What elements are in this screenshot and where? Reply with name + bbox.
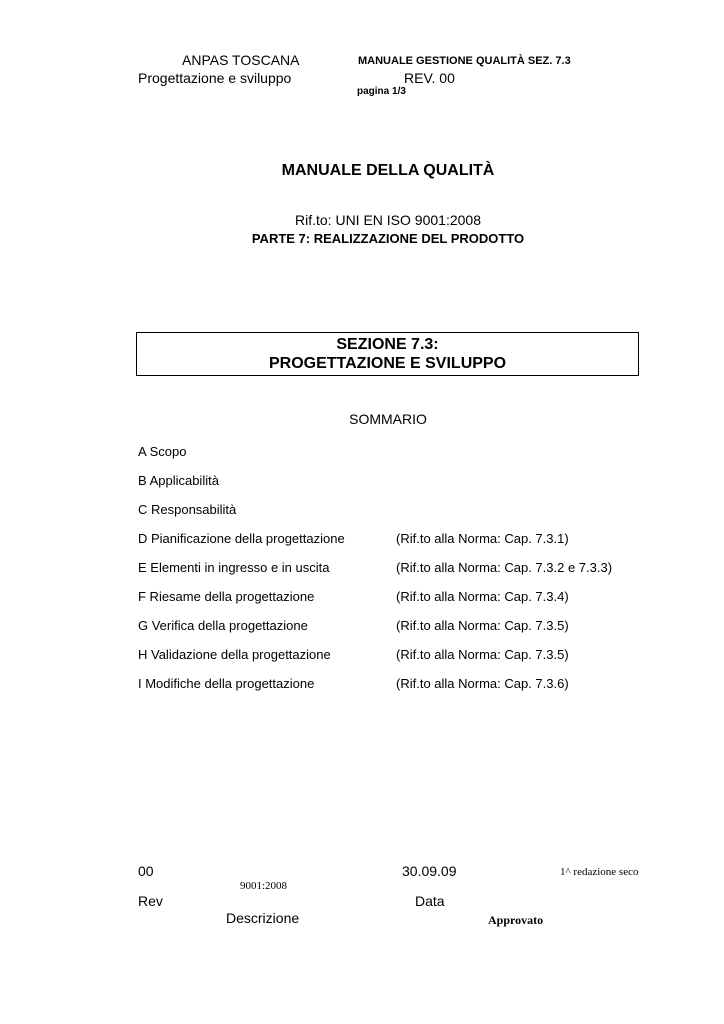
summary-item-label: H Validazione della progettazione bbox=[138, 647, 331, 662]
footer-rev-label: Rev bbox=[138, 893, 163, 909]
summary-item-ref: (Rif.to alla Norma: Cap. 7.3.6) bbox=[396, 676, 569, 691]
summary-item-ref: (Rif.to alla Norma: Cap. 7.3.5) bbox=[396, 647, 569, 662]
header-manual-ref: MANUALE GESTIONE QUALITÀ SEZ. 7.3 bbox=[358, 55, 571, 67]
summary-item bbox=[138, 444, 698, 462]
summary-item bbox=[138, 676, 698, 694]
summary-item bbox=[138, 560, 698, 578]
header-org: ANPAS TOSCANA bbox=[182, 52, 300, 68]
summary-item bbox=[138, 531, 698, 549]
summary-item bbox=[138, 502, 698, 520]
footer-date-label: Data bbox=[415, 893, 445, 909]
footer-description-value: 9001:2008 bbox=[240, 880, 288, 892]
summary-item-label: D Pianificazione della progettazione bbox=[138, 531, 345, 546]
summary-item-label: I Modifiche della progettazione bbox=[138, 676, 315, 691]
norm-reference: Rif.to: UNI EN ISO 9001:2008 bbox=[295, 212, 481, 228]
summary-item-label: F Riesame della progettazione bbox=[138, 589, 315, 604]
header-page-number: pagina 1/3 bbox=[357, 86, 406, 97]
summary-item bbox=[138, 647, 698, 665]
summary-item-ref: (Rif.to alla Norma: Cap. 7.3.4) bbox=[396, 589, 569, 604]
section-number: SEZIONE 7.3: bbox=[336, 336, 439, 353]
footer-approved-label: Approvato bbox=[488, 913, 544, 927]
summary-item-label: A Scopo bbox=[138, 444, 187, 459]
summary-item-label: C Responsabilità bbox=[138, 502, 237, 517]
summary-item bbox=[138, 473, 698, 491]
footer-description-label: Descrizione bbox=[226, 910, 300, 926]
summary-item-label: E Elementi in ingresso e in uscita bbox=[138, 560, 330, 575]
footer-rev-value: 00 bbox=[138, 863, 154, 879]
document-title: MANUALE DELLA QUALITÀ bbox=[281, 162, 495, 179]
part-reference: PARTE 7: REALIZZAZIONE DEL PRODOTTO bbox=[251, 231, 525, 246]
summary-title: SOMMARIO bbox=[349, 411, 427, 427]
footer-date-value: 30.09.09 bbox=[402, 863, 457, 879]
summary-item-ref: (Rif.to alla Norma: Cap. 7.3.5) bbox=[396, 618, 569, 633]
header-section-name: Progettazione e sviluppo bbox=[138, 70, 292, 86]
section-name: PROGETTAZIONE E SVILUPPO bbox=[268, 355, 507, 372]
footer-approved-value: 1^ redazione seco bbox=[560, 866, 639, 878]
summary-item-label: B Applicabilità bbox=[138, 473, 219, 488]
summary-item bbox=[138, 618, 698, 636]
summary-item bbox=[138, 589, 698, 607]
header-revision: REV. 00 bbox=[404, 70, 455, 86]
summary-item-ref: (Rif.to alla Norma: Cap. 7.3.2 e 7.3.3) bbox=[396, 560, 613, 575]
section-title-box bbox=[136, 332, 639, 376]
summary-item-label: G Verifica della progettazione bbox=[138, 618, 308, 633]
summary-item-ref: (Rif.to alla Norma: Cap. 7.3.1) bbox=[396, 531, 569, 546]
